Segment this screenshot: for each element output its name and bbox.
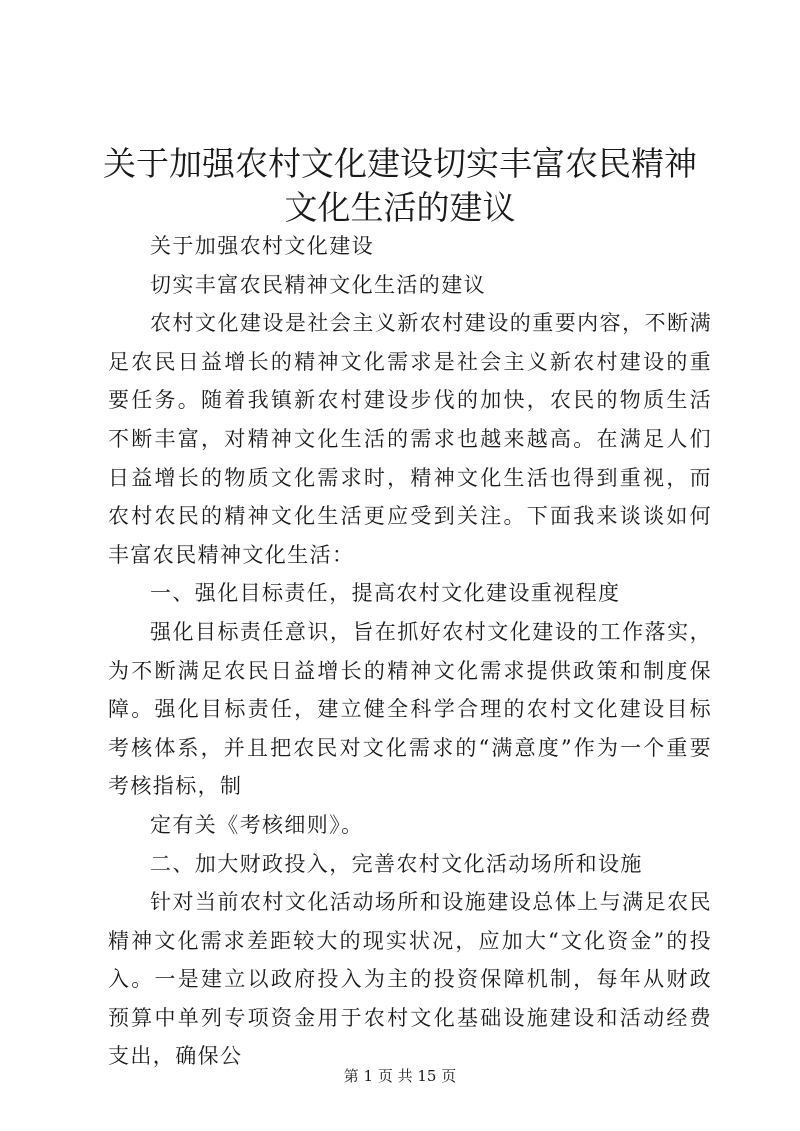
paragraph-heading-1: 关于加强农村文化建设	[150, 234, 374, 258]
paragraph-heading-2: 切实丰富农民精神文化生活的建议	[150, 272, 486, 297]
paragraph-section-2: 针对当前农村文化活动场所和设施建设总体上与满足农民精神文化需求差距较大的现实状况，应加大“文化资金”的投入。一是建立以政府投入为主的投资保障机制，每年从财政预算中单列专项资金用于农村文化基础设施建设和活动经费支出，确保公	[108, 890, 712, 1069]
document-body	[108, 227, 712, 1076]
section-heading-1: 一、强化目标责任，提高农村文化建设重视程度	[150, 581, 621, 606]
paragraph-intro: 农村文化建设是社会主义新农村建设的重要内容，不断满足农民日益增长的精神文化需求是社会主义新农村建设的重要任务。随着我镇新农村建设步伐的加快，农民的物质生活不断丰富，对精神文化生活的需求也越来越高。在满足人们日益增长的物质文化需求时，精神文化生活也得到重视，而农村农民的精神文化生活更应受到关注。下面我来谈谈如何丰富农民精神文化生活：	[108, 311, 712, 567]
section-heading-2: 二、加大财政投入，完善农村文化活动场所和设施	[150, 851, 643, 876]
paragraph-section-1: 强化目标责任意识，旨在抓好农村文化建设的工作落实，为不断满足农民日益增长的精神文化需求提供政策和制度保障。强化目标责任，建立健全科学合理的农村文化建设目标考核体系，并且把农民对文化需求的“满意度”作为一个重要考核指标，制	[108, 619, 712, 799]
document-title: 关于加强农村文化建设切实丰富农民精神文化生活的建议	[103, 144, 697, 227]
paragraph-section-1-continued: 定有关《考核细则》。	[150, 812, 364, 837]
page-footer: 第 1 页 共 15 页	[343, 1067, 457, 1085]
